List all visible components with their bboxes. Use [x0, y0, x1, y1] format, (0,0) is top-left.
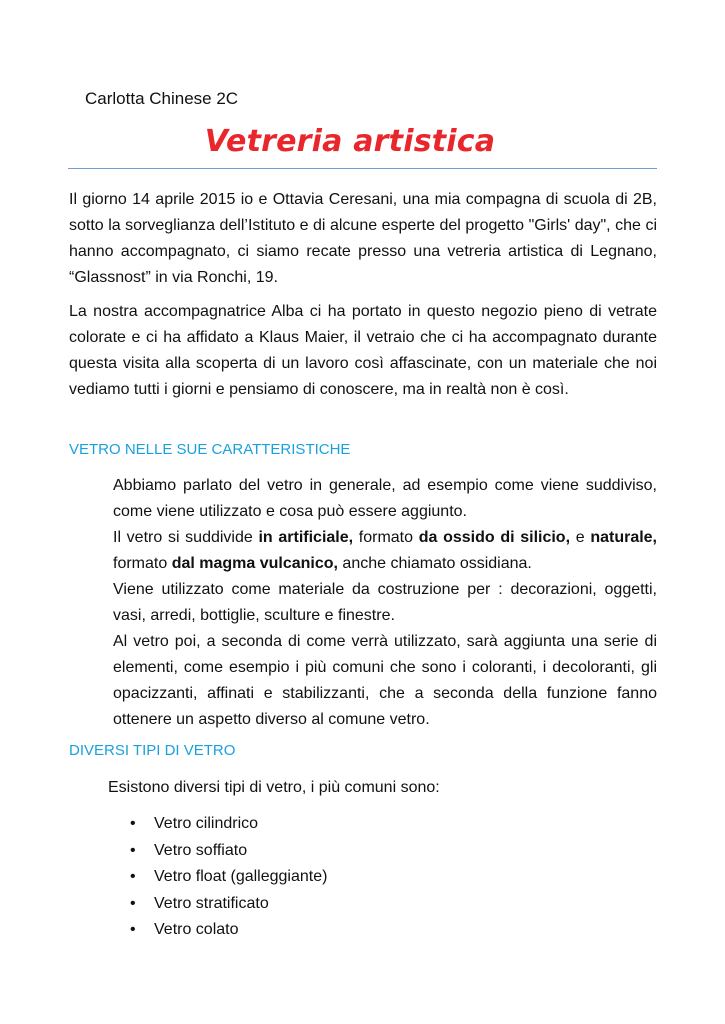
section1-paragraph-1: Abbiamo parlato del vetro in generale, ad esempio come viene suddiviso, come viene utilizzato e cosa può essere aggiunto.	[113, 477, 657, 520]
bullet-icon: •	[130, 921, 136, 938]
section-body-characteristics	[113, 473, 657, 733]
bullet-icon: •	[130, 894, 136, 912]
list-item: • Vetro soffiato	[128, 838, 327, 865]
list-item: • Vetro stratificato	[128, 891, 327, 918]
section1-paragraph-2: Il vetro si suddivide in artificiale, formato da ossido di silicio, e naturale, formato dal magma vulcanico, anche chiamato ossidiana.	[113, 529, 657, 572]
page-title	[0, 122, 700, 162]
paragraph-intro: Il giorno 14 aprile 2015 io e Ottavia Ceresani, una mia compagna di scuola di 2B, sotto la sorveglianza dell’Istituto e di alcune esperte del progetto "Girls' day", che ci hanno accompagnato, ci siamo recate presso una vetreria artistica di Legnano, “Glassnost” in via Ronchi, 19.	[69, 191, 657, 286]
glass-types-list	[128, 811, 327, 944]
section-heading-characteristics: VETRO NELLE SUE CARATTERISTICHE	[69, 441, 351, 458]
list-item: • Vetro float (galleggiante)	[128, 864, 327, 891]
bullet-icon: •	[130, 815, 136, 832]
bullet-icon: •	[130, 841, 136, 859]
title-text: Vetreria artistica	[204, 124, 496, 159]
paragraph-visit: La nostra accompagnatrice Alba ci ha portato in questo negozio pieno di vetrate colorate e ci ha affidato a Klaus Maier, il vetraio che ci ha accompagnato durante questa visita alla scoperta di un lavoro così affascinate, con un materiale che noi vediamo tutti i giorni e pensiamo di conoscere, ma in realtà non è così.	[69, 303, 657, 398]
bold-term: in artificiale,	[258, 529, 354, 546]
list-item: • Vetro cilindrico	[128, 811, 327, 838]
bold-term: da ossido di silicio,	[418, 529, 571, 546]
author-line: Carlotta Chinese 2C	[85, 89, 239, 108]
bullet-icon: •	[130, 868, 136, 885]
section-heading-glass-types: DIVERSI TIPI DI VETRO	[69, 742, 236, 759]
bold-term: dal magma vulcanico,	[171, 555, 338, 572]
list-item: • Vetro colato	[128, 917, 327, 944]
title-divider	[68, 168, 657, 169]
glass-types-intro: Esistono diversi tipi di vetro, i più comuni sono:	[108, 779, 440, 796]
section1-paragraph-3: Viene utilizzato come materiale da costruzione per : decorazioni, oggetti, vasi, arredi, bottiglie, sculture e finestre.	[113, 581, 657, 624]
bold-term: naturale,	[590, 529, 657, 546]
section1-paragraph-4: Al vetro poi, a seconda di come verrà utilizzato, sarà aggiunta una serie di elementi, come esempio i più comuni che sono i coloranti, i decoloranti, gli opacizzanti, affinati e stabilizzanti, che a seconda della funzione fanno ottenere un aspetto diverso al comune vetro.	[113, 633, 657, 728]
